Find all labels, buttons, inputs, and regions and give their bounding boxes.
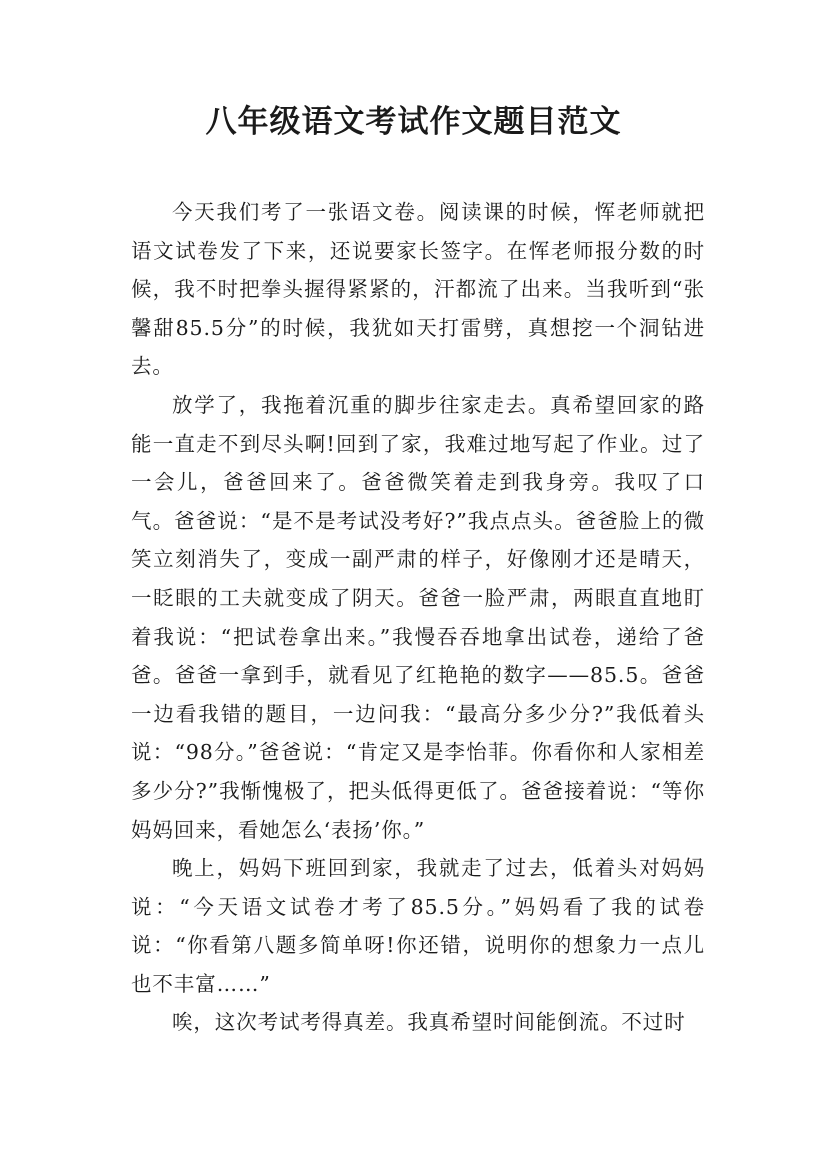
document-body	[131, 193, 705, 1042]
paragraph-3: 晚上，妈妈下班回到家，我就走了过去，低着头对妈妈说：“今天语文试卷才考了85.5分。”妈妈看了我的试卷说：“你看第八题多简单呀!你还错，说明你的想象力一点儿也不丰富……”	[131, 856, 705, 996]
paragraph-4: 唉，这次考试考得真差。我真希望时间能倒流。不过时	[172, 1010, 686, 1035]
document-title: 八年级语文考试作文题目范文	[205, 104, 622, 140]
paragraph-2: 放学了，我拖着沉重的脚步往家走去。真希望回家的路能一直走不到尽头啊!回到了家，我难过地写起了作业。过了一会儿，爸爸回来了。爸爸微笑着走到我身旁。我叹了口气。爸爸说：“是不是考试没考好?”我点点头。爸爸脸上的微笑立刻消失了，变成一副严肃的样子，好像刚才还是晴天，一眨眼的工夫就变成了阴天。爸爸一脸严肃，两眼直直地盯着我说：“把试卷拿出来。”我慢吞吞地拿出试卷，递给了爸爸。爸爸一拿到手，就看见了红艳艳的数字——85.5。爸爸一边看我错的题目，一边问我：“最高分多少分?”我低着头说：“98分。”爸爸说：“肯定又是李怡菲。你看你和人家相差多少分?”我惭愧极了，把头低得更低了。爸爸接着说：“等你妈妈回来，看她怎么‘表扬’你。”	[131, 392, 705, 842]
paragraph-1: 今天我们考了一张语文卷。阅读课的时候，恽老师就把语文试卷发了下来，还说要家长签字。在恽老师报分数的时候，我不时把拳头握得紧紧的，汗都流了出来。当我听到“张馨甜85.5分”的时候，我犹如天打雷劈，真想挖一个洞钻进去。	[131, 200, 705, 379]
